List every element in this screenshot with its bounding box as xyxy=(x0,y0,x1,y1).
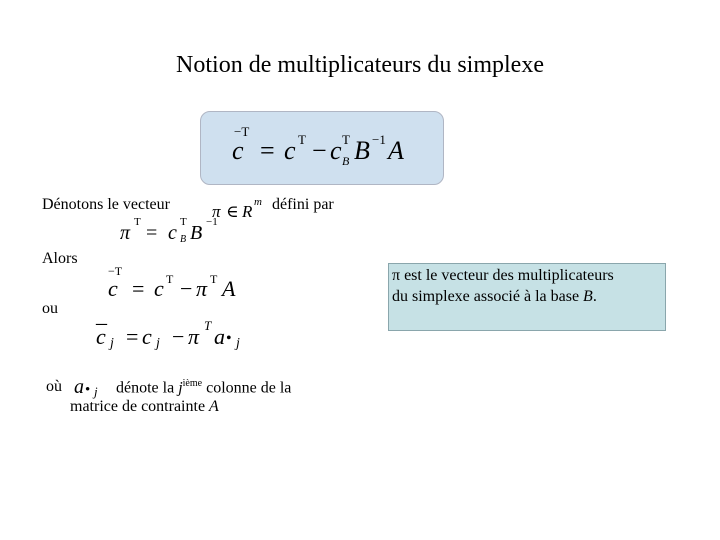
callout-line-2: du simplexe associé à la base B. xyxy=(392,288,597,305)
where-text-ou: où xyxy=(46,378,62,395)
where-text-line2: matrice de contrainte A xyxy=(70,398,219,415)
ou-text: ou xyxy=(42,300,58,317)
alors-text: Alors xyxy=(42,250,78,267)
where-text-line1: dénote la $j^{ième}$ colonne de la xyxy=(116,378,292,397)
callout-line-1: π est le vecteur des multiplicateurs xyxy=(392,267,614,284)
slide-title: Notion de multiplicateurs du simplexe xyxy=(176,52,544,78)
definition-text-suffix: défini par xyxy=(272,196,334,213)
pi-multiplier-callout xyxy=(388,263,666,331)
definition-text-prefix: Dénotons le vecteur xyxy=(42,196,170,213)
